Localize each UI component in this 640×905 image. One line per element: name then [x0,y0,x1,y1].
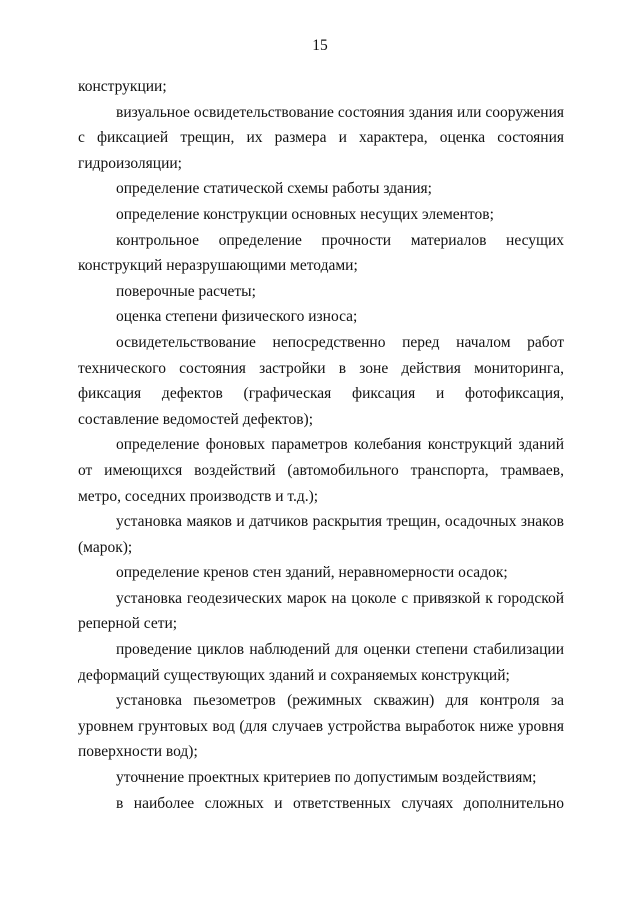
paragraph: определение кренов стен зданий, неравномерности осадок; [116,564,508,582]
paragraph: контрольное определение прочности материалов несущих конструкций неразрушающими методами; [78,231,564,275]
paragraph: определение статической схемы работы здания; [116,180,432,198]
paragraph: проведение циклов наблюдений для оценки степени стабилизации деформаций существующих зданий и сохраняемых конструкций; [78,641,564,684]
paragraph: уточнение проектных критериев по допустимым воздействиям; [116,769,537,787]
page-number: 15 [312,37,328,54]
paragraph: освидетельствование непосредственно перед началом работ технического состояния застройки в зоне действия мониторинга, фиксация дефектов (графическая фиксация и фотофиксация, составление ведомостей дефектов); [78,333,564,428]
paragraph: в наиболее сложных и ответственных случаях дополнительно [116,794,564,812]
paragraph: установка пьезометров (режимных скважин) для контроля за уровнем грунтовых вод (для случаев устройства выработок ниже уровня поверхности вод); [78,692,564,761]
paragraph: установка маяков и датчиков раскрытия трещин, осадочных знаков (марок); [78,513,564,556]
paragraph: определение конструкции основных несущих элементов; [116,205,494,223]
paragraph: оценка степени физического износа; [116,308,358,326]
paragraph: определение фоновых параметров колебания конструкций зданий от имеющихся воздействий (автомобильного транспорта, трамваев, метро, соседних производств и т.д.); [78,436,564,505]
paragraph: конструкции; [78,78,167,95]
document-body [78,74,564,816]
paragraph: визуальное освидетельствование состояния здания или сооружения с фиксацией трещин, их размера и характера, оценка состояния гидроизоляции; [78,103,564,172]
paragraph: установка геодезических марок на цоколе с привязкой к городской реперной сети; [78,589,564,633]
paragraph: поверочные расчеты; [116,282,256,300]
